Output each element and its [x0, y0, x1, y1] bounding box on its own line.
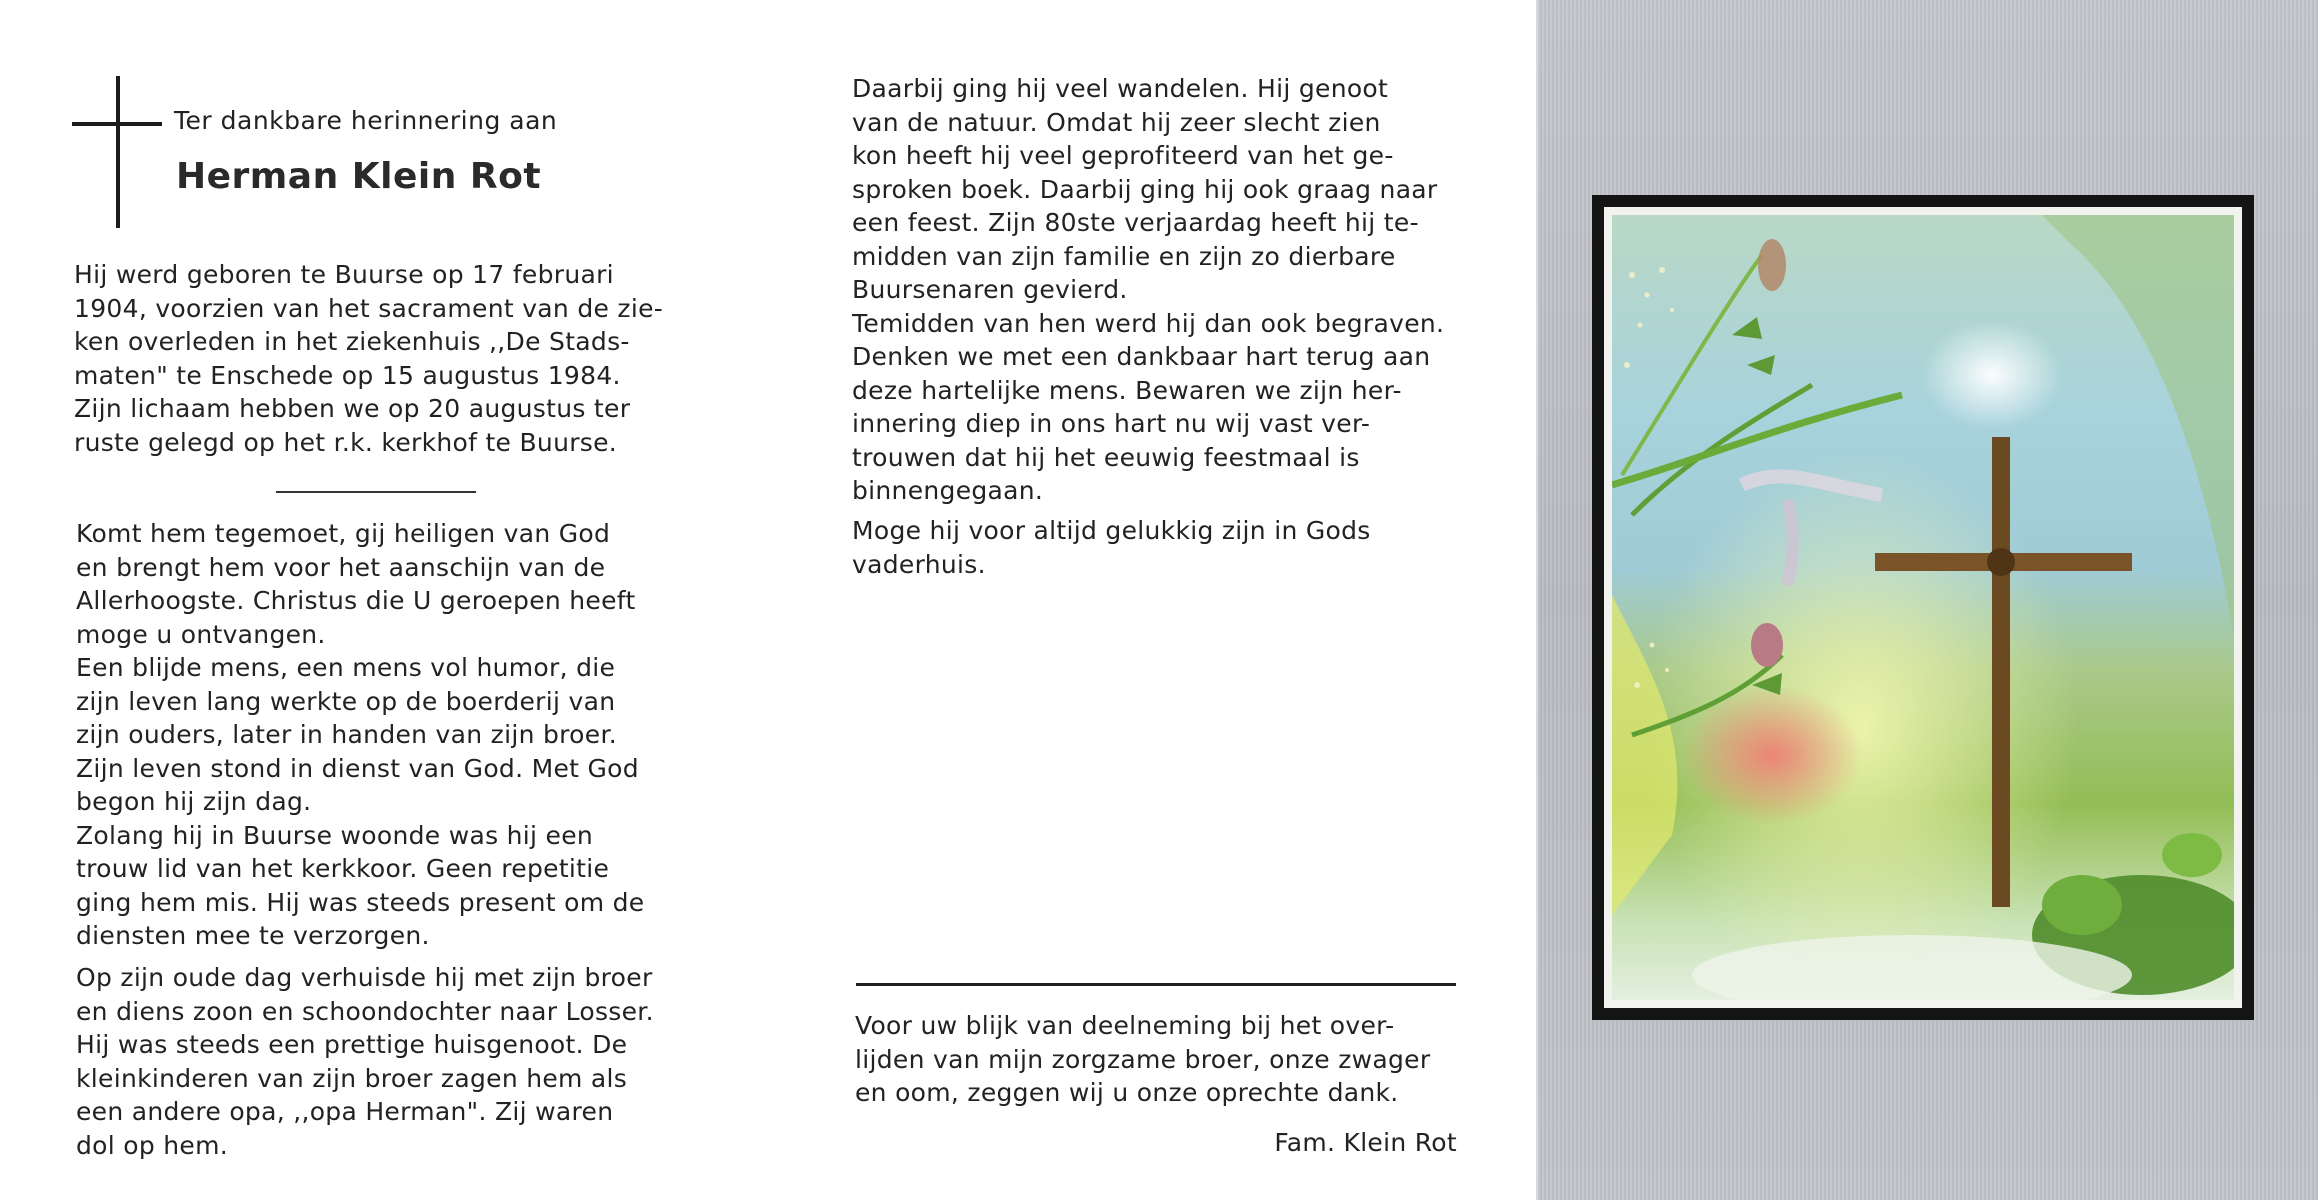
paragraph-blessing	[852, 514, 1452, 581]
text-line: ken overleden in het ziekenhuis ,,De Stads-	[74, 327, 630, 356]
cross-icon	[116, 76, 120, 228]
text-line: zijn leven lang werkte op de boerderij van	[76, 686, 616, 716]
text-line: 1904, voorzien van het sacrament van de zie-	[74, 293, 664, 323]
text-line: ruste gelegd op het r.k. kerkhof te Buurse.	[74, 427, 618, 457]
text-line: Hij werd geboren te Buurse op 17 februari	[74, 260, 614, 289]
paragraph-hobbies	[852, 72, 1452, 508]
text-line: zijn ouders, later in handen van zijn broer.	[76, 720, 617, 749]
text-line: een feest. Zijn 80ste verjaardag heeft hij te-	[852, 208, 1419, 237]
deceased-name: Herman Klein Rot	[176, 156, 542, 197]
text-line: Komt hem tegemoet, gij heiligen van God	[76, 519, 611, 548]
text-line: een andere opa, ,,opa Herman". Zij waren	[76, 1097, 614, 1126]
paragraph-birth-death	[74, 258, 678, 459]
text-line: lijden van mijn zorgzame broer, onze zwager	[855, 1044, 1431, 1074]
text-line: en oom, zeggen wij u onze oprechte dank.	[855, 1078, 1399, 1107]
divider	[276, 491, 476, 493]
text-line: midden van zijn familie en zijn zo dierbare	[852, 241, 1396, 271]
text-line: en brengt hem voor het aanschijn van de	[76, 552, 606, 582]
cross-icon-bar	[72, 122, 162, 126]
text-line: van de natuur. Omdat hij zeer slecht zien	[852, 107, 1381, 137]
text-line: begon hij zijn dag.	[76, 787, 312, 816]
paragraph-thanks	[855, 1009, 1457, 1110]
text-line: kon heeft hij veel geprofiteerd van het ge-	[852, 141, 1394, 170]
text-line: deze hartelijke mens. Bewaren we zijn her-	[852, 375, 1402, 405]
cross-flowers-photo	[1612, 215, 2234, 1000]
text-line: trouwen dat hij het eeuwig feestmaal is	[852, 442, 1360, 472]
divider	[856, 983, 1456, 986]
text-line: trouw lid van het kerkkoor. Geen repetitie	[76, 854, 610, 883]
text-line: kleinkinderen van zijn broer zagen hem als	[76, 1063, 628, 1093]
text-line: Buursenaren gevierd.	[852, 275, 1128, 304]
text-line: innering diep in ons hart nu wij vast ver-	[852, 409, 1371, 438]
signature: Fam. Klein Rot	[1274, 1128, 1457, 1157]
text-line: vaderhuis.	[852, 549, 986, 579]
paragraph-life	[76, 517, 680, 953]
intro-text: Ter dankbare herinnering aan	[174, 106, 558, 135]
text-line: diensten mee te verzorgen.	[76, 921, 430, 950]
text-line: Voor uw blijk van deelneming bij het over-	[855, 1011, 1395, 1040]
text-line: dol op hem.	[76, 1130, 228, 1160]
text-line: Daarbij ging hij veel wandelen. Hij genoot	[852, 74, 1389, 103]
text-line: Allerhoogste. Christus die U geroepen heeft	[76, 586, 636, 615]
text-line: Zolang hij in Buurse woonde was hij een	[76, 820, 594, 850]
text-line: Zijn leven stond in dienst van God. Met God	[76, 753, 639, 783]
photo-mat	[1604, 207, 2242, 1008]
text-line: Een blijde mens, een mens vol humor, die	[76, 653, 616, 682]
text-line: moge u ontvangen.	[76, 619, 326, 649]
text-line: Zijn lichaam hebben we op 20 augustus ter	[74, 394, 631, 423]
text-line: en diens zoon en schoondochter naar Losser.	[76, 996, 654, 1026]
text-line: Hij was steeds een prettige huisgenoot. De	[76, 1030, 628, 1059]
text-line: Denken we met een dankbaar hart terug aan	[852, 342, 1431, 371]
paragraph-old-age	[76, 961, 680, 1162]
photo-frame	[1592, 195, 2254, 1020]
left-page	[0, 0, 768, 1200]
text-line: maten" te Enschede op 15 augustus 1984.	[74, 360, 621, 390]
text-line: Temidden van hen werd hij dan ook begraven.	[852, 308, 1445, 338]
text-line: ging hem mis. Hij was steeds present om de	[76, 887, 645, 917]
text-line: binnengegaan.	[852, 476, 1044, 505]
text-line: sproken boek. Daarbij ging hij ook graag naar	[852, 174, 1438, 204]
text-line: Op zijn oude dag verhuisde hij met zijn broer	[76, 963, 653, 992]
text-line: Moge hij voor altijd gelukkig zijn in Gods	[852, 516, 1371, 545]
